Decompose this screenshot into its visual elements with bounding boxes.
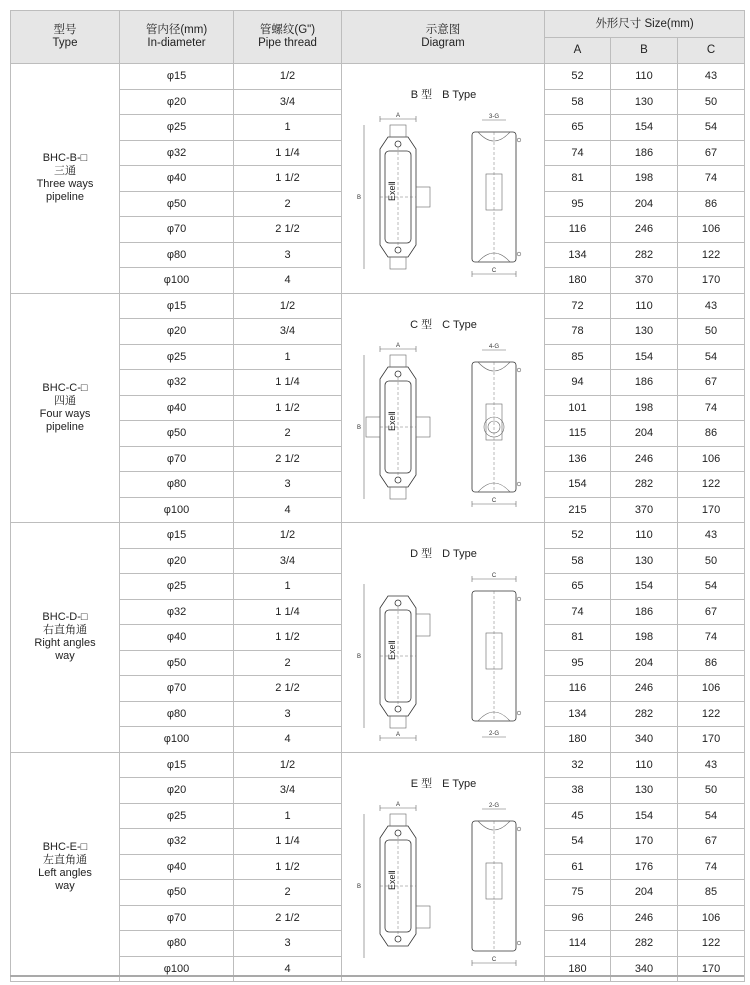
diagram-title-en: B Type — [442, 89, 477, 101]
diagram-title-cn: B 型 — [410, 89, 433, 101]
thread-cell: 1 1/4 — [234, 829, 342, 855]
size-c-cell: 74 — [678, 625, 745, 651]
size-a-cell: 180 — [545, 727, 611, 753]
model-name-cn: 右直角通 — [43, 624, 87, 637]
diagram-cell — [342, 523, 545, 753]
model-code: BHC-C-□ — [42, 381, 88, 394]
thread-cell: 3 — [234, 472, 342, 498]
dim-g-label: 4-G — [488, 343, 500, 350]
size-b-cell: 186 — [611, 140, 678, 166]
size-b-cell: 154 — [611, 574, 678, 600]
thread-cell: 4 — [234, 727, 342, 753]
size-c-cell: 86 — [678, 421, 745, 447]
size-a-cell: 215 — [545, 497, 611, 523]
size-a-cell: 95 — [545, 650, 611, 676]
spec-table — [10, 10, 745, 982]
size-b-cell: 340 — [611, 956, 678, 982]
size-a-cell: 52 — [545, 64, 611, 90]
size-a-cell: 78 — [545, 319, 611, 345]
size-c-cell: 50 — [678, 89, 745, 115]
size-a-cell: 116 — [545, 676, 611, 702]
size-a-cell: 58 — [545, 548, 611, 574]
model-name-cn: 三通 — [54, 165, 76, 178]
model-cell — [11, 64, 120, 294]
table-row — [11, 64, 745, 90]
diameter-cell: φ25 — [120, 574, 234, 600]
size-a-cell: 96 — [545, 905, 611, 931]
diagram-cell — [342, 64, 545, 294]
type-header-cn: 型号 — [53, 24, 77, 36]
diagram-title-en: C Type — [442, 318, 477, 331]
size-c-cell: 67 — [678, 599, 745, 625]
size-c-cell: 122 — [678, 701, 745, 727]
thread-cell: 1 — [234, 574, 342, 600]
exe-label: ExeⅡ — [387, 869, 397, 890]
thread-cell: 2 1/2 — [234, 905, 342, 931]
diagram — [342, 64, 545, 290]
size-b-cell: 198 — [611, 395, 678, 421]
size-c-cell: 106 — [678, 446, 745, 472]
size-b-cell: 110 — [611, 64, 678, 90]
diagram-title-en: E Type — [442, 777, 477, 790]
size-c-cell: 85 — [678, 880, 745, 906]
diameter-cell: φ70 — [120, 217, 234, 243]
thread-header-en: Pipe thread — [258, 37, 317, 49]
size-b-cell: 130 — [611, 89, 678, 115]
model-code: BHC-D-□ — [42, 611, 88, 624]
diameter-cell: φ15 — [120, 752, 234, 778]
diameter-cell: φ32 — [120, 599, 234, 625]
header-row — [11, 11, 745, 38]
junction-box-drawing — [342, 541, 545, 752]
size-a-cell: 74 — [545, 599, 611, 625]
size-c-cell: 74 — [678, 166, 745, 192]
size-c-cell: 54 — [678, 344, 745, 370]
size-b-cell: 110 — [611, 752, 678, 778]
size-a-cell: 61 — [545, 854, 611, 880]
diameter-cell: φ80 — [120, 242, 234, 268]
size-c-cell: 50 — [678, 778, 745, 804]
size-b-cell: 186 — [611, 599, 678, 625]
model-cell — [11, 523, 120, 753]
size-b-cell: 340 — [611, 727, 678, 753]
thread-header — [234, 11, 342, 64]
thread-cell: 3 — [234, 242, 342, 268]
model-name-cn: 左直角通 — [43, 853, 87, 866]
size-a-cell: 154 — [545, 472, 611, 498]
size-c-cell: 122 — [678, 472, 745, 498]
thread-cell: 4 — [234, 268, 342, 294]
diameter-header-cn: 管内径(mm) — [145, 24, 208, 36]
size-b-cell: 204 — [611, 880, 678, 906]
size-b-cell: 204 — [611, 650, 678, 676]
thread-cell: 2 1/2 — [234, 676, 342, 702]
model-code: BHC-E-□ — [42, 840, 88, 853]
size-b-cell: 110 — [611, 293, 678, 319]
thread-cell: 1/2 — [234, 64, 342, 90]
size-a-cell: 136 — [545, 446, 611, 472]
size-a-cell: 114 — [545, 931, 611, 957]
size-c-cell: 86 — [678, 191, 745, 217]
model-name-en: Three ways — [36, 178, 94, 191]
thread-cell: 1/2 — [234, 752, 342, 778]
thread-cell: 1 — [234, 115, 342, 141]
size-a-cell: 95 — [545, 191, 611, 217]
diameter-cell: φ32 — [120, 140, 234, 166]
type-header — [11, 11, 120, 64]
size-a-cell: 116 — [545, 217, 611, 243]
dim-c-label: C — [491, 497, 497, 504]
thread-cell: 2 — [234, 421, 342, 447]
size-b-cell: 130 — [611, 319, 678, 345]
size-b-cell: 110 — [611, 523, 678, 549]
diameter-cell: φ25 — [120, 344, 234, 370]
diameter-cell: φ100 — [120, 268, 234, 294]
dim-g-label: 3-G — [488, 114, 500, 120]
size-c-cell: 170 — [678, 268, 745, 294]
diameter-cell: φ20 — [120, 548, 234, 574]
diameter-cell: φ40 — [120, 166, 234, 192]
diagram-cell — [342, 752, 545, 982]
table-row — [11, 752, 745, 778]
size-a-cell: 94 — [545, 370, 611, 396]
thread-cell: 2 — [234, 880, 342, 906]
size-b-cell: 282 — [611, 931, 678, 957]
diagram-header-cn: 示意图 — [425, 24, 461, 36]
size-a-cell: 85 — [545, 344, 611, 370]
size-a-cell: 134 — [545, 701, 611, 727]
diameter-cell: φ40 — [120, 625, 234, 651]
model-code: BHC-B-□ — [42, 152, 88, 165]
size-c-cell: 74 — [678, 854, 745, 880]
thread-cell: 4 — [234, 497, 342, 523]
dim-b-label: B — [356, 654, 362, 660]
table-row — [11, 523, 745, 549]
size-c-cell: 170 — [678, 497, 745, 523]
diagram-title-cn: C 型 — [410, 318, 433, 331]
thread-cell: 3/4 — [234, 778, 342, 804]
diameter-cell: φ50 — [120, 421, 234, 447]
thread-cell: 3/4 — [234, 89, 342, 115]
thread-cell: 2 — [234, 650, 342, 676]
size-b-cell: 154 — [611, 115, 678, 141]
size-b-cell: 246 — [611, 676, 678, 702]
thread-cell: 2 1/2 — [234, 446, 342, 472]
diameter-cell: φ100 — [120, 956, 234, 982]
model-name-en-2: way — [55, 879, 75, 892]
size-a-cell: 115 — [545, 421, 611, 447]
size-c-cell: 54 — [678, 574, 745, 600]
size-b-cell: 246 — [611, 905, 678, 931]
diameter-cell: φ50 — [120, 880, 234, 906]
dim-b-label: B — [356, 424, 362, 431]
model-name-en-2: way — [55, 650, 75, 663]
size-a-cell: 65 — [545, 574, 611, 600]
dim-g-label: 2-G — [488, 802, 500, 809]
diameter-header-en: In-diameter — [147, 37, 206, 49]
table-row — [11, 293, 745, 319]
thread-cell: 1 1/2 — [234, 625, 342, 651]
dim-g-label: 2-G — [488, 731, 500, 737]
size-a-cell: 52 — [545, 523, 611, 549]
thread-cell: 1 — [234, 803, 342, 829]
size-b-cell: 282 — [611, 701, 678, 727]
dim-a-label: A — [395, 342, 401, 349]
thread-cell: 3 — [234, 931, 342, 957]
size-b-cell: 130 — [611, 778, 678, 804]
model-name-en-2: pipeline — [46, 191, 84, 204]
diameter-cell: φ40 — [120, 854, 234, 880]
diameter-cell: φ20 — [120, 319, 234, 345]
size-b-cell: 204 — [611, 191, 678, 217]
size-a-cell: 81 — [545, 166, 611, 192]
size-a-cell: 101 — [545, 395, 611, 421]
size-c-cell: 67 — [678, 370, 745, 396]
size-c-cell: 74 — [678, 395, 745, 421]
thread-cell: 1/2 — [234, 523, 342, 549]
model-name-en: Four ways — [39, 407, 91, 420]
thread-cell: 3/4 — [234, 548, 342, 574]
thread-cell: 1 1/2 — [234, 854, 342, 880]
col-a-header: A — [545, 38, 611, 64]
size-c-cell: 43 — [678, 752, 745, 778]
diameter-cell: φ70 — [120, 905, 234, 931]
diameter-cell: φ40 — [120, 395, 234, 421]
size-b-cell: 198 — [611, 166, 678, 192]
diagram-header — [342, 11, 545, 64]
diameter-cell: φ15 — [120, 293, 234, 319]
diameter-cell: φ20 — [120, 778, 234, 804]
diagram-title-cn: E 型 — [410, 777, 433, 790]
size-a-cell: 134 — [545, 242, 611, 268]
dim-c-label: C — [491, 268, 497, 274]
size-c-cell: 106 — [678, 217, 745, 243]
type-header-en: Type — [52, 37, 78, 49]
size-c-cell: 43 — [678, 64, 745, 90]
model-cell — [11, 752, 120, 982]
model-name-en: Left angles — [38, 866, 92, 879]
thread-cell: 3/4 — [234, 319, 342, 345]
dim-a-label: A — [395, 732, 401, 738]
size-a-cell: 180 — [545, 268, 611, 294]
size-c-cell: 106 — [678, 676, 745, 702]
diameter-cell: φ50 — [120, 650, 234, 676]
col-b-header: B — [611, 38, 678, 64]
size-c-cell: 54 — [678, 803, 745, 829]
size-a-cell: 75 — [545, 880, 611, 906]
size-b-cell: 246 — [611, 217, 678, 243]
size-b-cell: 246 — [611, 446, 678, 472]
size-a-cell: 74 — [545, 140, 611, 166]
size-b-cell: 176 — [611, 854, 678, 880]
diameter-header — [120, 11, 234, 64]
model-name-en: Right angles — [34, 637, 96, 650]
diagram-header-en: Diagram — [421, 37, 465, 49]
diameter-cell: φ100 — [120, 497, 234, 523]
diameter-cell: φ25 — [120, 115, 234, 141]
size-b-cell: 130 — [611, 548, 678, 574]
thread-cell: 1 1/4 — [234, 370, 342, 396]
size-b-cell: 170 — [611, 829, 678, 855]
size-b-cell: 154 — [611, 344, 678, 370]
size-b-cell: 282 — [611, 242, 678, 268]
size-c-cell: 67 — [678, 829, 745, 855]
size-a-cell: 32 — [545, 752, 611, 778]
diameter-cell: φ32 — [120, 829, 234, 855]
size-a-cell: 65 — [545, 115, 611, 141]
diameter-cell: φ100 — [120, 727, 234, 753]
junction-box-drawing — [342, 771, 545, 982]
size-c-cell: 122 — [678, 931, 745, 957]
table-body — [11, 64, 745, 982]
thread-header-cn: 管螺纹(G") — [259, 24, 316, 36]
size-a-cell: 81 — [545, 625, 611, 651]
exe-label: ExeⅡ — [387, 181, 397, 201]
diameter-cell: φ80 — [120, 931, 234, 957]
size-b-cell: 198 — [611, 625, 678, 651]
size-b-cell: 282 — [611, 472, 678, 498]
size-c-cell: 170 — [678, 727, 745, 753]
diameter-cell: φ15 — [120, 523, 234, 549]
col-c-header: C — [678, 38, 745, 64]
diameter-cell: φ32 — [120, 370, 234, 396]
exe-label: ExeⅡ — [387, 410, 397, 431]
size-c-cell: 106 — [678, 905, 745, 931]
size-a-cell: 45 — [545, 803, 611, 829]
diameter-cell: φ80 — [120, 701, 234, 727]
diagram-cell — [342, 293, 545, 523]
dim-b-label: B — [356, 883, 362, 890]
diagram-title-en: D Type — [442, 548, 477, 560]
dim-b-label: B — [356, 195, 362, 201]
size-c-cell: 54 — [678, 115, 745, 141]
diagram — [342, 523, 545, 749]
size-a-cell: 72 — [545, 293, 611, 319]
dim-a-label: A — [395, 801, 401, 808]
model-name-en-2: pipeline — [46, 420, 84, 433]
exe-label: ExeⅡ — [387, 640, 397, 660]
size-c-cell: 86 — [678, 650, 745, 676]
thread-cell: 3 — [234, 701, 342, 727]
model-cell — [11, 293, 120, 523]
diameter-cell: φ80 — [120, 472, 234, 498]
thread-cell: 1 1/2 — [234, 166, 342, 192]
thread-cell: 1 — [234, 344, 342, 370]
junction-box-drawing — [342, 82, 545, 293]
size-c-cell: 67 — [678, 140, 745, 166]
size-a-cell: 38 — [545, 778, 611, 804]
size-b-cell: 370 — [611, 497, 678, 523]
dim-c-label: C — [491, 573, 497, 579]
size-a-cell: 180 — [545, 956, 611, 982]
thread-cell: 1 1/4 — [234, 599, 342, 625]
size-b-cell: 204 — [611, 421, 678, 447]
diameter-cell: φ20 — [120, 89, 234, 115]
size-b-cell: 370 — [611, 268, 678, 294]
model-name-cn: 四通 — [54, 394, 76, 407]
thread-cell: 2 — [234, 191, 342, 217]
thread-cell: 1 1/4 — [234, 140, 342, 166]
dim-a-label: A — [395, 113, 401, 119]
junction-box-drawing — [342, 312, 545, 523]
size-a-cell: 58 — [545, 89, 611, 115]
bottom-rule — [10, 975, 744, 977]
dim-c-label: C — [491, 956, 497, 963]
diameter-cell: φ15 — [120, 64, 234, 90]
diameter-cell: φ70 — [120, 446, 234, 472]
diameter-cell: φ25 — [120, 803, 234, 829]
size-c-cell: 43 — [678, 523, 745, 549]
size-b-cell: 154 — [611, 803, 678, 829]
thread-cell: 2 1/2 — [234, 217, 342, 243]
diagram-title-cn: D 型 — [410, 548, 433, 560]
size-b-cell: 186 — [611, 370, 678, 396]
size-c-cell: 43 — [678, 293, 745, 319]
size-c-cell: 50 — [678, 319, 745, 345]
size-c-cell: 50 — [678, 548, 745, 574]
size-header: 外形尺寸 Size(mm) — [545, 11, 745, 38]
diagram — [342, 294, 545, 520]
thread-cell: 1/2 — [234, 293, 342, 319]
diameter-cell: φ50 — [120, 191, 234, 217]
size-c-cell: 170 — [678, 956, 745, 982]
thread-cell: 1 1/2 — [234, 395, 342, 421]
thread-cell: 4 — [234, 956, 342, 982]
size-c-cell: 122 — [678, 242, 745, 268]
size-a-cell: 54 — [545, 829, 611, 855]
diagram — [342, 753, 545, 979]
diameter-cell: φ70 — [120, 676, 234, 702]
